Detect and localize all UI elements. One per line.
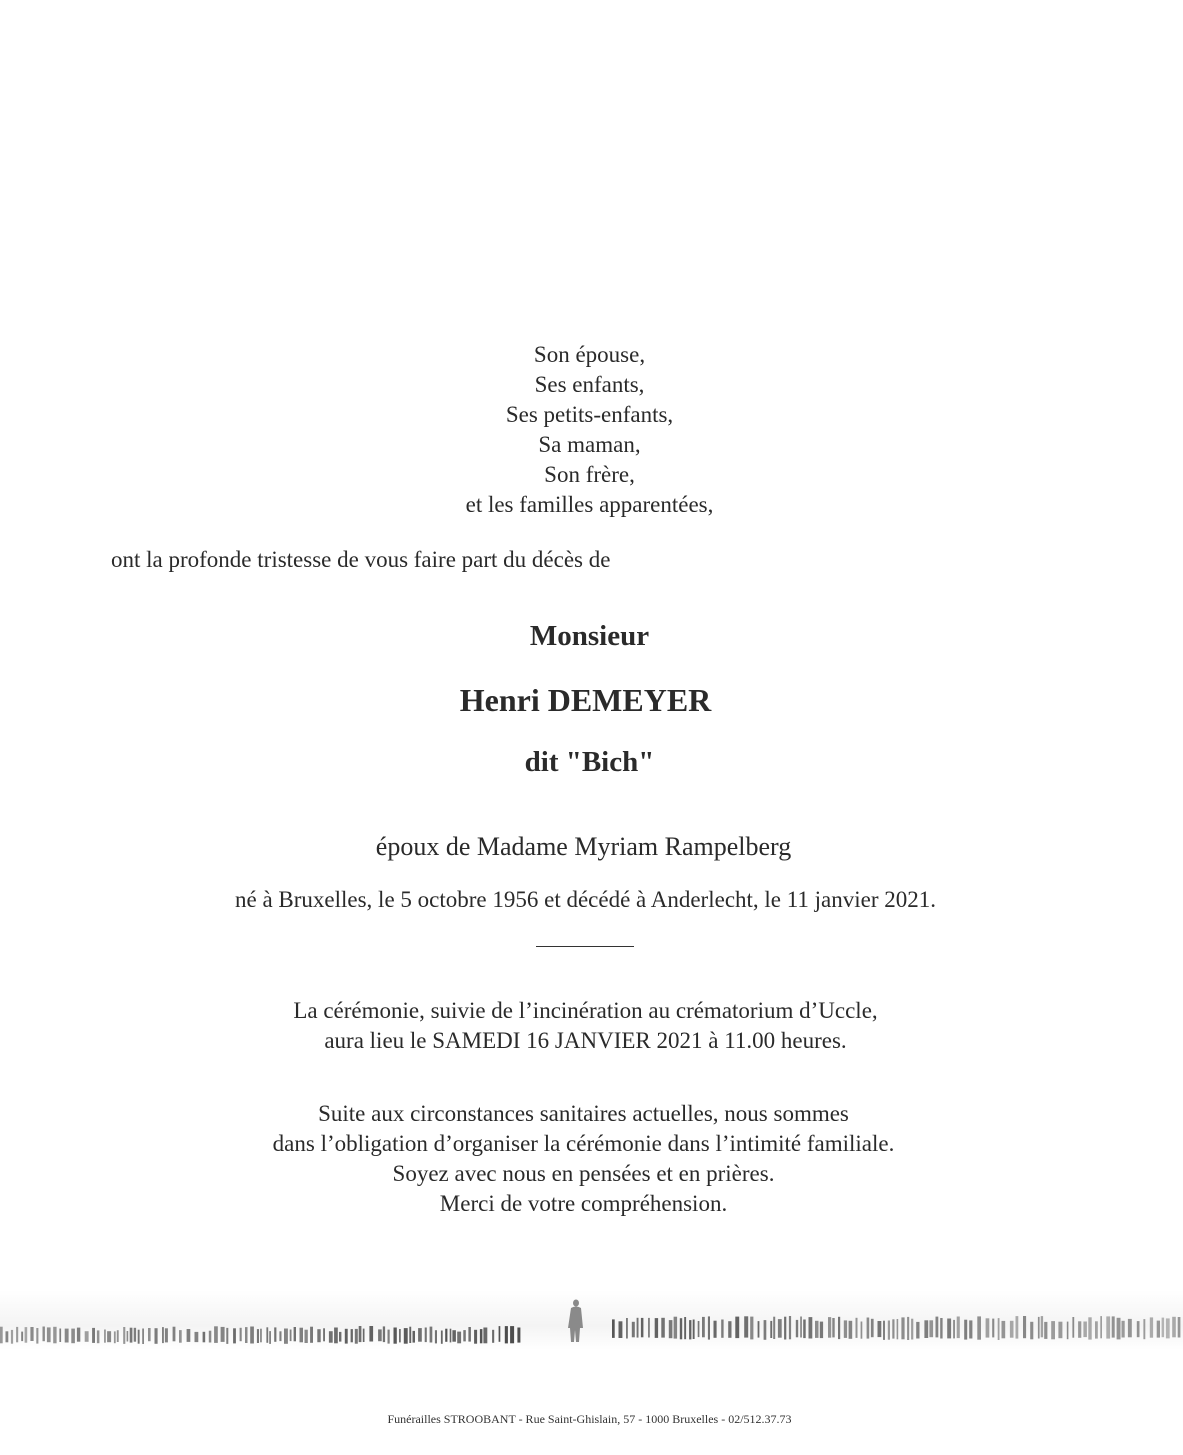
sanitary-notice	[0, 1099, 1175, 1219]
notice-line: Suite aux circonstances sanitaires actuelles, nous sommes	[318, 1101, 849, 1126]
family-list	[0, 340, 1181, 520]
ceremony-line: La cérémonie, suivie de l’incinération au crématorium d’Uccle,	[293, 998, 878, 1023]
ceremony-info	[0, 996, 1177, 1056]
divider-line	[536, 946, 634, 947]
family-line: Ses enfants,	[534, 372, 645, 397]
funeral-home-footer: Funérailles STROOBANT - Rue Saint-Ghislain, 57 - 1000 Bruxelles - 02/512.37.73	[387, 1412, 792, 1426]
beach-fence-with-walking-figure-image	[0, 1290, 1183, 1350]
family-line: Sa maman,	[538, 432, 641, 457]
deceased-nickname: dit "Bich"	[524, 746, 655, 778]
notice-line: Soyez avec nous en pensées et en prières.	[392, 1161, 775, 1186]
ceremony-line: aura lieu le SAMEDI 16 JANVIER 2021 à 11.00 heures.	[324, 1028, 847, 1053]
spouse-line: époux de Madame Myriam Rampelberg	[375, 832, 792, 861]
notice-line: dans l’obligation d’organiser la cérémonie dans l’intimité familiale.	[272, 1131, 895, 1156]
deceased-title: Monsieur	[529, 620, 650, 652]
notice-line: Merci de votre compréhension.	[439, 1191, 728, 1216]
deceased-name: Henri DEMEYER	[459, 682, 712, 718]
family-line: Son frère,	[544, 462, 635, 487]
family-line: et les familles apparentées,	[465, 492, 714, 517]
announcement-intro: ont la profonde tristesse de vous faire part du décès de	[111, 547, 611, 572]
family-line: Son épouse,	[533, 342, 646, 367]
birth-death-dates: né à Bruxelles, le 5 octobre 1956 et décédé à Anderlecht, le 11 janvier 2021.	[234, 887, 937, 912]
family-line: Ses petits-enfants,	[505, 402, 674, 427]
